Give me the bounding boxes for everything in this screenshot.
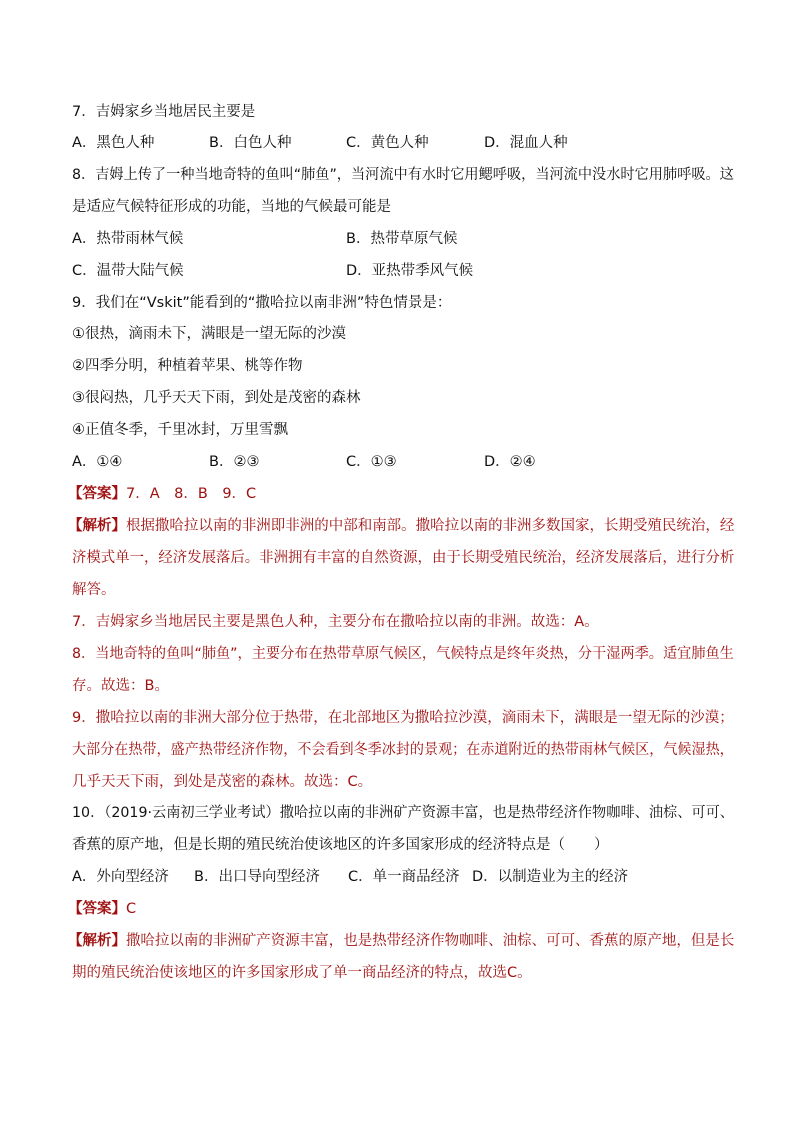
q7-option-a: A．黑色人种 [72,135,155,151]
q10-option-d: D．以制造业为主的经济 [472,869,629,885]
q9-option-b: B．②③ [209,454,260,470]
answer-block-1 [68,484,256,504]
analysis-block-1-line1 [68,516,734,536]
q7-option-c: C．黄色人种 [346,135,429,151]
explain-7-num: 7． [72,614,96,630]
q8-option-a: A．热带雨林气候 [72,231,184,247]
answer-tag-2: 【答案】 [68,901,126,917]
explain-9-line3: 几乎天天下雨，到处是茂密的森林。故选：C。 [72,774,373,790]
q8-stem-line1: 8．吉姆上传了一种当地奇特的鱼叫“肺鱼”，当河流中有水时它用鳃呼吸，当河流中没水时它用肺呼吸。这 [72,167,734,183]
explain-9-line2: 大部分在热带，盛产热带经济作物，不会看到冬季冰封的景观；在赤道附近的热带雨林气候区，气候湿热， [72,742,734,758]
q9-item-3: ③很闷热，几乎天天下雨，到处是茂密的森林 [72,390,361,406]
q9-item-4: ④正值冬季，千里冰封，万里雪飘 [72,422,288,438]
q7-option-b: B．白色人种 [209,135,292,151]
q10-option-b: B．出口导向型经济 [194,869,320,885]
q9-item-2: ②四季分明，种植着苹果、桃等作物 [72,358,303,374]
explain-7-text: 吉姆家乡当地居民主要是黑色人种，主要分布在撒哈拉以南的非洲。故选：A。 [95,614,599,630]
explain-8-num: 8． [72,646,96,662]
answer-tag: 【答案】 [68,486,126,502]
answer-text: 7．A 8．B 9．C [126,486,257,502]
explain-8-line2: 存。故选：B。 [72,678,169,694]
analysis-text: 根据撒哈拉以南的非洲即非洲的中部和南部。撒哈拉以南的非洲多数国家，长期受殖民统治，经 [125,518,735,534]
analysis-block-1-line2: 济模式单一，经济发展落后。非洲拥有丰富的自然资源，由于长期受殖民统治，经济发展落后，进行分析 [72,550,735,566]
q10-stem-line2: 香蕉的原产地，但是长期的殖民统治使该地区的许多国家形成的经济特点是（ ） [72,837,609,853]
q10-option-a: A．外向型经济 [72,869,169,885]
analysis-tag: 【解析】 [68,518,126,534]
explain-9-num: 9． [72,710,96,726]
q9-item-1: ①很热，滴雨未下，满眼是一望无际的沙漠 [72,326,346,342]
analysis-block-2-line1 [68,931,734,951]
q9-stem: 9．我们在“Vskit”能看到的“撒哈拉以南非洲”特色情景是： [72,295,452,311]
explain-7 [72,612,599,632]
q7-stem: 7．吉姆家乡当地居民主要是 [72,104,256,120]
q8-option-c: C．温带大陆气候 [72,263,184,279]
q10-option-c: C．单一商品经济 [348,869,460,885]
q8-stem-line2: 是适应气候特征形成的功能，当地的气候最可能是 [72,199,391,215]
answer-text-2: C [126,901,137,917]
answer-block-2 [68,899,136,919]
explain-9-line1 [72,708,734,728]
q8-option-d: D．亚热带季风气候 [346,263,474,279]
q9-option-c: C．①③ [346,454,397,470]
analysis-text-2: 撒哈拉以南的非洲矿产资源丰富，也是热带经济作物咖啡、油棕、可可、香蕉的原产地，但是长 [125,933,735,949]
analysis-block-2-line2: 期的殖民统治使该地区的许多国家形成了单一商品经济的特点，故选C。 [72,965,532,981]
q9-option-a: A．①④ [72,454,123,470]
q10-stem-line1: 10．（2019·云南初三学业考试）撒哈拉以南的非洲矿产资源丰富，也是热带经济作物咖啡、油棕、可可、 [72,805,735,821]
q8-option-b: B．热带草原气候 [346,231,458,247]
explain-8-line1 [72,644,734,664]
explain-9-text: 撒哈拉以南的非洲大部分位于热带，在北部地区为撒哈拉沙漠，滴雨未下，满眼是一望无际的沙漠； [95,710,734,726]
analysis-block-1-line3: 解答。 [72,582,116,598]
q7-option-d: D．混血人种 [484,135,568,151]
q9-option-d: D．②④ [484,454,536,470]
explain-8-text: 当地奇特的鱼叫“肺鱼”，主要分布在热带草原气候区，气候特点是终年炎热，分干湿两季。适宜肺鱼生 [95,646,734,662]
analysis-tag-2: 【解析】 [68,933,126,949]
